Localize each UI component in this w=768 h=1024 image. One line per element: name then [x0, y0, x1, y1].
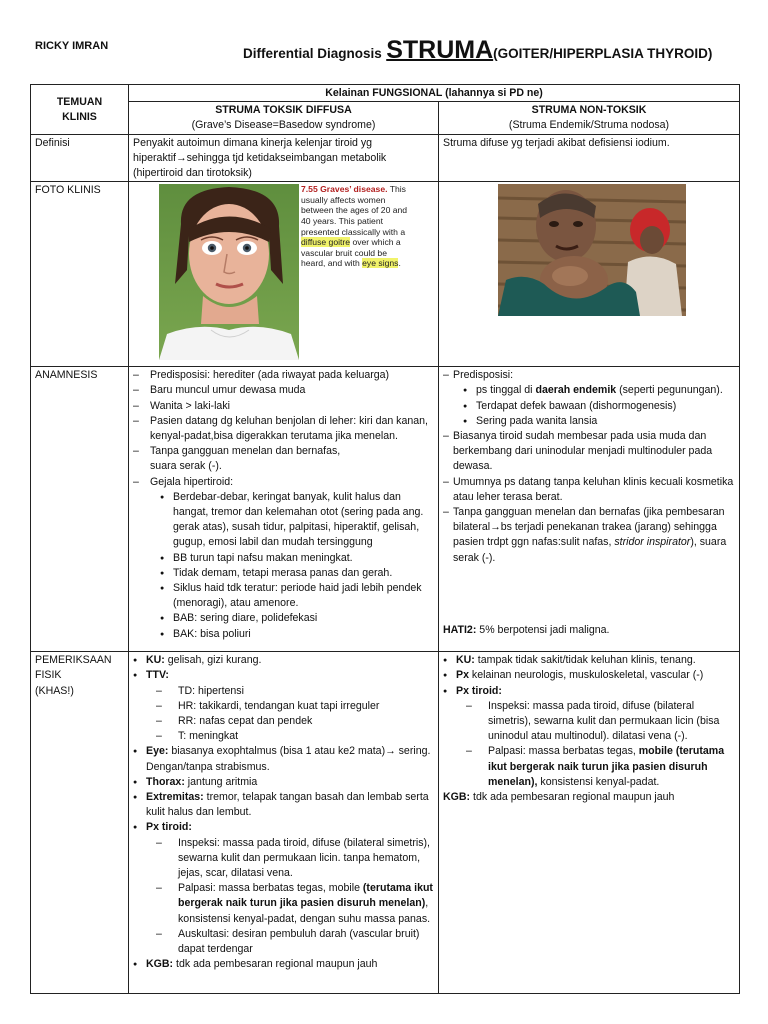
- pemeriksaan-col1: [129, 652, 439, 994]
- bold-text: mobile (terutama ikut bergerak naik turun jika pasien disuruh menelan),: [488, 745, 725, 788]
- list-item: [133, 668, 434, 744]
- col2-title: STRUMA NON-TOKSIK: [531, 104, 647, 117]
- hati-label: HATI2:: [443, 624, 477, 637]
- list-item: – Wanita > laki-laki: [133, 399, 434, 414]
- title-suffix: (GOITER/HIPERPLASIA THYROID): [493, 46, 713, 61]
- anamnesis-col1: [129, 367, 439, 652]
- list-item: – Auskultasi: desiran pembuluh darah (vascular bruit) dapat terdengar: [156, 927, 434, 957]
- author-name: RICKY IMRAN: [35, 40, 109, 52]
- bold-text: Eye:: [146, 745, 169, 758]
- list-item: [133, 744, 434, 774]
- list-item: [443, 368, 735, 429]
- col1-title: STRUMA TOKSIK DIFFUSA: [215, 104, 352, 117]
- list-item: – T: meningkat: [156, 729, 434, 744]
- list-item: – Inspeksi: massa pada tiroid, difuse (bilateral simetris), sewarna kulit dan permukaan licin. tanpa hematom, jejas, scar, dilatasi vena.: [156, 836, 434, 882]
- list-item: [443, 505, 735, 566]
- list-item: – Tanpa gangguan menelan dan bernafas, suara serak (-).: [133, 444, 434, 474]
- foto-col1: [129, 182, 439, 367]
- list-item: [133, 653, 434, 668]
- graves-disease-photo: [159, 184, 409, 360]
- row-label-anamnesis: ANAMNESIS: [31, 367, 129, 652]
- title-main: STRUMA: [386, 36, 494, 64]
- list-item: [443, 684, 735, 790]
- row-definisi: [31, 134, 740, 182]
- col-header-temuan: TEMUAN KLINIS: [31, 85, 129, 135]
- text: jantung aritmia: [184, 775, 258, 788]
- text: Palpasi: massa berbatas tegas, mobile: [178, 882, 363, 895]
- photo-caption: [301, 184, 413, 269]
- caption-text-c: .: [398, 258, 401, 269]
- patient-goiter-image: [498, 184, 686, 316]
- ttv-list: [156, 684, 434, 745]
- text: ps tinggal di: [476, 384, 536, 397]
- list-item: [133, 790, 434, 820]
- list-item: – Pasien datang dg keluhan benjolan di leher: kiri dan kanan, kenyal-padat,bisa digerakkan terutama jika menelan.: [133, 414, 434, 444]
- diagnosis-table: [30, 84, 740, 994]
- list-item: ● BAB: sering diare, polidefekasi: [160, 611, 434, 626]
- text: ), suara serak (-).: [453, 536, 727, 564]
- hati-text: 5% berpotensi jadi maligna.: [476, 624, 610, 637]
- text: tremor, telapak tangan basah dan lembab serta kulit halus dan lembut.: [146, 791, 429, 819]
- text: (seperti pegunungan).: [616, 384, 723, 397]
- list-item: ● Terdapat defek bawaan (dishormogenesis): [463, 399, 735, 414]
- predisposisi-list: [463, 383, 735, 429]
- bold-text: Extremitas:: [146, 791, 204, 804]
- bold-text: Px tiroid:: [456, 684, 502, 697]
- list-item: – Umumnya ps datang tanpa keluhan klinis kecuali kosmetika atau leher terasa berat.: [443, 475, 735, 505]
- bold-text: TTV:: [146, 669, 169, 682]
- list-item: – Baru muncul umur dewasa muda: [133, 383, 434, 398]
- list-item: ● BB turun tapi nafsu makan meningkat.: [160, 551, 434, 566]
- anamnesis-col1-list: [133, 368, 434, 642]
- list-item: ● Siklus haid tdk teratur: periode haid jadi lebih pendek (menoragi), atau amenore.: [160, 581, 434, 611]
- hipertiroid-symptoms: [160, 490, 434, 642]
- title-prefix: Differential Diagnosis: [243, 46, 382, 61]
- caption-highlight-goitre: diffuse goitre: [301, 237, 351, 248]
- text: tampak tidak sakit/tidak keluhan klinis, tenang.: [474, 654, 696, 667]
- pemeriksaan-col1-list: [133, 653, 434, 972]
- predisposisi-heading: Predisposisi:: [453, 369, 514, 382]
- col1-subtitle: (Grave’s Disease=Basedow syndrome): [191, 119, 376, 132]
- text: konsistensi kenyal-padat.: [537, 775, 660, 788]
- col2-header: [439, 102, 740, 134]
- list-item: [133, 957, 434, 972]
- list-item: – Predisposisi: herediter (ada riwayat pada keluarga): [133, 368, 434, 383]
- row-pemeriksaan: [31, 652, 740, 994]
- bold-text: KU:: [146, 654, 165, 667]
- row-anamnesis: [31, 367, 740, 652]
- row-foto: [31, 182, 740, 367]
- kgb-note: [443, 790, 735, 805]
- bold-text: KGB:: [146, 958, 174, 971]
- anamnesis-col2: [439, 367, 740, 652]
- caption-highlight-eyesigns: eye signs: [362, 258, 399, 269]
- caption-text-a: This usually affects women between the ages of 20 and 40 years. This patient presented classically with a: [301, 184, 408, 237]
- text: tdk ada pembesaran regional maupun jauh: [173, 958, 378, 971]
- list-item: ● Sering pada wanita lansia: [463, 414, 735, 429]
- px-tiroid-list: [466, 699, 735, 790]
- bold-text: KGB:: [443, 791, 471, 804]
- list-item: [463, 383, 735, 398]
- anamnesis-col2-list: [443, 368, 735, 566]
- text: gelisah, gizi kurang.: [164, 654, 262, 667]
- hati-note: [443, 623, 609, 638]
- list-item: [133, 475, 434, 642]
- list-item: [466, 744, 735, 790]
- text: , konsistensi kenyal-padat, dengan suhu massa panas.: [178, 897, 431, 925]
- group-header: Kelainan FUNGSIONAL (lahannya si PD ne): [129, 85, 740, 102]
- pemeriksaan-col2-list: [443, 653, 735, 790]
- italic-text: stridor inspirator: [614, 536, 691, 549]
- foto-col2: [439, 182, 740, 367]
- px-tiroid-list: [156, 836, 434, 958]
- list-item: – RR: nafas cepat dan pendek: [156, 714, 434, 729]
- endemic-goiter-photo: [498, 184, 686, 316]
- col2-subtitle: (Struma Endemik/Struma nodosa): [508, 119, 670, 132]
- text: Tanpa gangguan menelan dan bernafas (jika pembesaran bilateral→bs terjadi penekanan trakea (jarang) sehingga pasien trdpt ggn nafas:sulit nafas,: [453, 506, 725, 549]
- row-label-pemeriksaan: PEMERIKSAAN FISIK (KHAS!): [31, 652, 129, 994]
- list-item: – HR: takikardi, tendangan kuat tapi irreguler: [156, 699, 434, 714]
- definisi-col1: Penyakit autoimun dimana kinerja kelenjar tiroid yg hiperaktif→sehingga tjd ketidakseimbangan metabolik (hipertiroid dan tirotoksik): [129, 134, 439, 182]
- text: kelainan neurologis, muskuloskeletal, vascular (-): [468, 669, 704, 682]
- list-item: [443, 668, 735, 683]
- bold-text: Px: [456, 669, 469, 682]
- list-item: ● Berdebar-debar, keringat banyak, kulit halus dan hangat, tremor dan kelemahan otot (sering pada ang. gerak atas), susah tidur, palpitasi, hiperaktif, gelisah, gugup, emosi labil dan mudah tersinggung: [160, 490, 434, 551]
- list-item: ● Tidak demam, tetapi merasa panas dan gerah.: [160, 566, 434, 581]
- list-item: – Biasanya tiroid sudah membesar pada usia muda dan berkembang dari uninodular menjadi multinoduler pada dewasa.: [443, 429, 735, 475]
- caption-title: 7.55 Graves’ disease.: [301, 184, 388, 195]
- list-item: [133, 775, 434, 790]
- page-title: [243, 36, 712, 65]
- text: Palpasi: massa berbatas tegas,: [488, 745, 639, 758]
- bold-text: KU:: [456, 654, 475, 667]
- list-item: – TD: hipertensi: [156, 684, 434, 699]
- text: tdk ada pembesaran regional maupun jauh: [470, 791, 675, 804]
- list-item: [443, 653, 735, 668]
- col1-header: [129, 102, 439, 134]
- row-label-definisi: Definisi: [31, 134, 129, 182]
- bold-text: (terutama ikut bergerak naik turun jika pasien disuruh menelan): [178, 882, 433, 910]
- text: biasanya exophtalmus (bisa 1 atau ke2 mata)→ sering. Dengan/tanpa strabismus.: [146, 745, 431, 773]
- bold-text: daerah endemik: [535, 384, 617, 397]
- pemeriksaan-col2: [439, 652, 740, 994]
- bold-text: Thorax:: [146, 775, 185, 788]
- definisi-col2: Struma difuse yg terjadi akibat defisiensi iodium.: [439, 134, 740, 182]
- row-label-foto: FOTO KLINIS: [31, 182, 129, 367]
- patient-face-image: [159, 184, 299, 360]
- list-item: – Inspeksi: massa pada tiroid, difuse (bilateral simetris), sewarna kulit dan permukaan licin (bisa uninodul atau multinodul). dilatasi vena (-).: [466, 699, 735, 745]
- gejala-heading: Gejala hipertiroid:: [150, 475, 234, 488]
- bold-text: Px tiroid:: [146, 821, 192, 834]
- list-item: [133, 820, 434, 957]
- caption-text-b: over which a vascular bruit could be heard, and with: [301, 237, 401, 269]
- list-item: ● BAK: bisa poliuri: [160, 627, 434, 642]
- list-item: [156, 881, 434, 927]
